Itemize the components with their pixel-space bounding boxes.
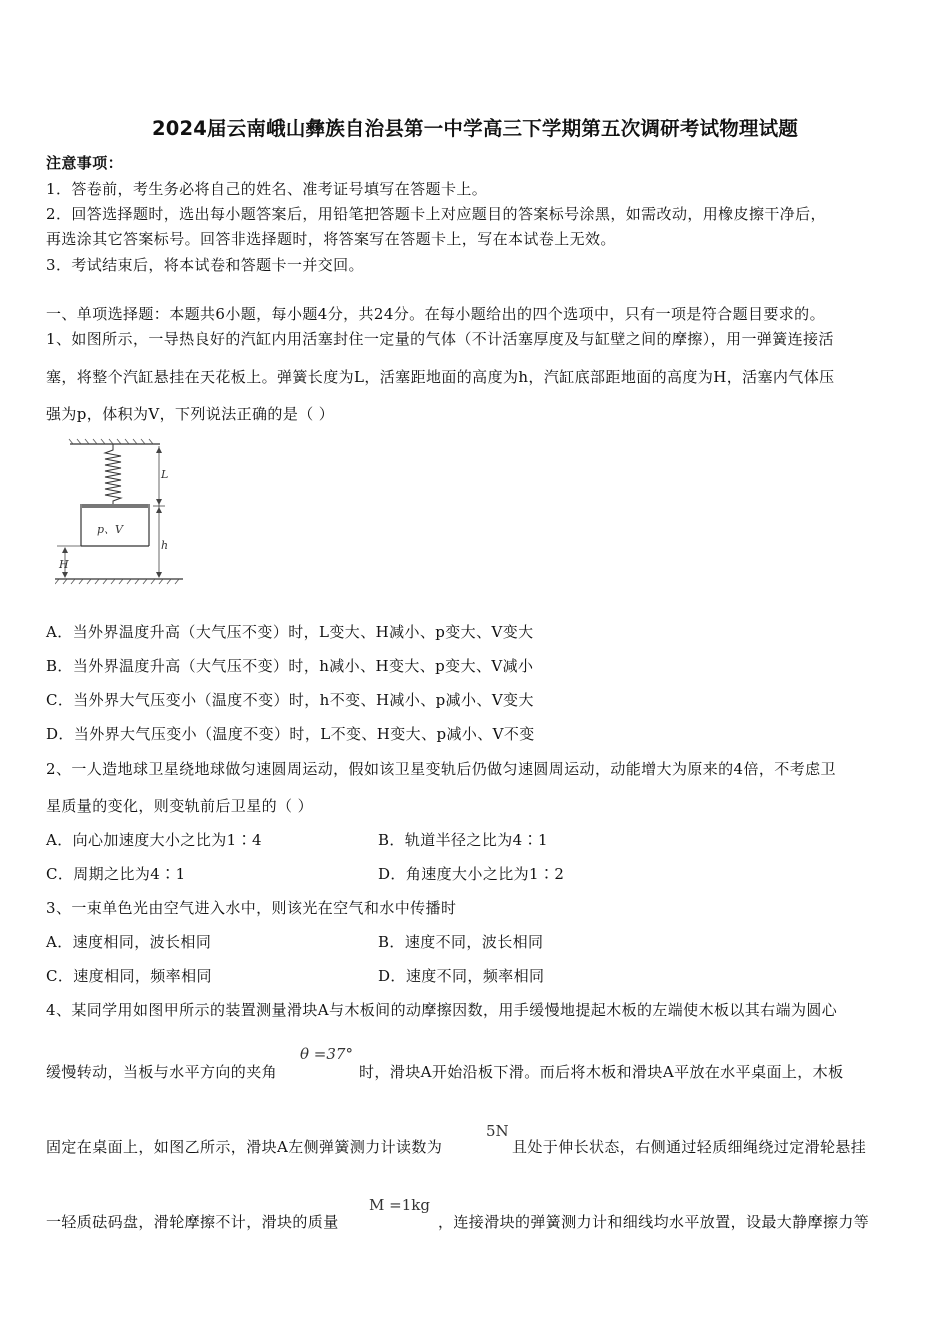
q2-option-c[interactable]: C．周期之比为4∶1	[46, 865, 186, 883]
h-label: h	[161, 539, 169, 552]
q1-option-a[interactable]: A．当外界温度升高（大气压不变）时，L变大、H减小、p变大、V变大	[46, 623, 534, 641]
q1-text: 强为p，体积为V，下列说法正确的是（ ）	[46, 405, 335, 423]
q4-text: ，连接滑块的弹簧测力计和细线均水平放置，设最大静摩擦力等	[438, 1213, 870, 1231]
q2-option-a[interactable]: A．向心加速度大小之比为1∶4	[46, 831, 262, 849]
note-item: 1．答卷前，考生务必将自己的姓名、准考证号填写在答题卡上。	[46, 180, 488, 198]
q3-option-d[interactable]: D．速度不同，频率相同	[378, 967, 545, 985]
q4-text: 缓慢转动，当板与水平方向的夹角	[46, 1063, 278, 1081]
section-heading: 一、单项选择题：本题共6小题，每小题4分，共24分。在每小题给出的四个选项中，只有一项是符合题目要求的。	[46, 305, 825, 323]
q1-text: 1、如图所示，一导热良好的汽缸内用活塞封住一定量的气体（不计活塞厚度及与缸壁之间的摩擦），用一弹簧连接活	[46, 330, 834, 348]
pv-label: p、V	[97, 523, 123, 536]
page-title: 2024届云南峨山彝族自治县第一中学高三下学期第五次调研考试物理试题	[151, 117, 799, 140]
q2-text: 2、一人造地球卫星绕地球做匀速圆周运动，假如该卫星变轨后仍做匀速圆周运动，动能增大为原来的4倍，不考虑卫	[46, 760, 836, 778]
q3-option-c[interactable]: C．速度相同，频率相同	[46, 967, 212, 985]
q2-option-d[interactable]: D．角速度大小之比为1∶2	[378, 865, 565, 883]
q2-text: 星质量的变化，则变轨前后卫星的（ ）	[46, 797, 313, 815]
q4-text: 时，滑块A开始沿板下滑。而后将木板和滑块A平放在水平桌面上，木板	[359, 1063, 844, 1081]
q3-text: 3、一束单色光由空气进入水中，则该光在空气和水中传播时	[46, 899, 457, 917]
q3-option-b[interactable]: B．速度不同，波长相同	[378, 933, 544, 951]
L-label: L	[161, 468, 169, 481]
q4-angle-formula: θ =37°	[300, 1045, 353, 1063]
q4-text: 且处于伸长状态，右侧通过轻质细绳绕过定滑轮悬挂	[512, 1138, 867, 1156]
cylinder-spring-figure	[55, 438, 190, 588]
note-item: 再选涂其它答案标号。回答非选择题时，将答案写在答题卡上，写在本试卷上无效。	[46, 230, 616, 248]
notes-heading: 注意事项：	[46, 154, 124, 172]
q1-text: 塞，将整个汽缸悬挂在天花板上。弹簧长度为L，活塞距地面的高度为h，汽缸底部距地面的高度为H，活塞内气体压	[46, 368, 835, 386]
q1-option-c[interactable]: C．当外界大气压变小（温度不变）时，h不变、H减小、p减小、V变大	[46, 691, 534, 709]
q4-force-value: 5N	[486, 1122, 509, 1140]
q4-mass-formula: M =1kg	[369, 1196, 430, 1214]
q3-option-a[interactable]: A．速度相同，波长相同	[46, 933, 212, 951]
q4-text: 一轻质砝码盘，滑轮摩擦不计，滑块的质量	[46, 1213, 339, 1231]
note-item: 3．考试结束后，将本试卷和答题卡一并交回。	[46, 256, 364, 274]
q1-option-b[interactable]: B．当外界温度升高（大气压不变）时，h减小、H变大、p变大、V减小	[46, 657, 534, 675]
q2-option-b[interactable]: B．轨道半径之比为4∶1	[378, 831, 548, 849]
q4-text: 4、某同学用如图甲所示的装置测量滑块A与木板间的动摩擦因数，用手缓慢地提起木板的左端使木板以其右端为圆心	[46, 1001, 838, 1019]
q1-option-d[interactable]: D．当外界大气压变小（温度不变）时，L不变、H变大、p减小、V不变	[46, 725, 535, 743]
q4-text: 固定在桌面上，如图乙所示，滑块A左侧弹簧测力计读数为	[46, 1138, 443, 1156]
note-item: 2．回答选择题时，选出每小题答案后，用铅笔把答题卡上对应题目的答案标号涂黑，如需改动，用橡皮擦干净后，	[46, 205, 826, 223]
H-label: H	[59, 558, 69, 571]
